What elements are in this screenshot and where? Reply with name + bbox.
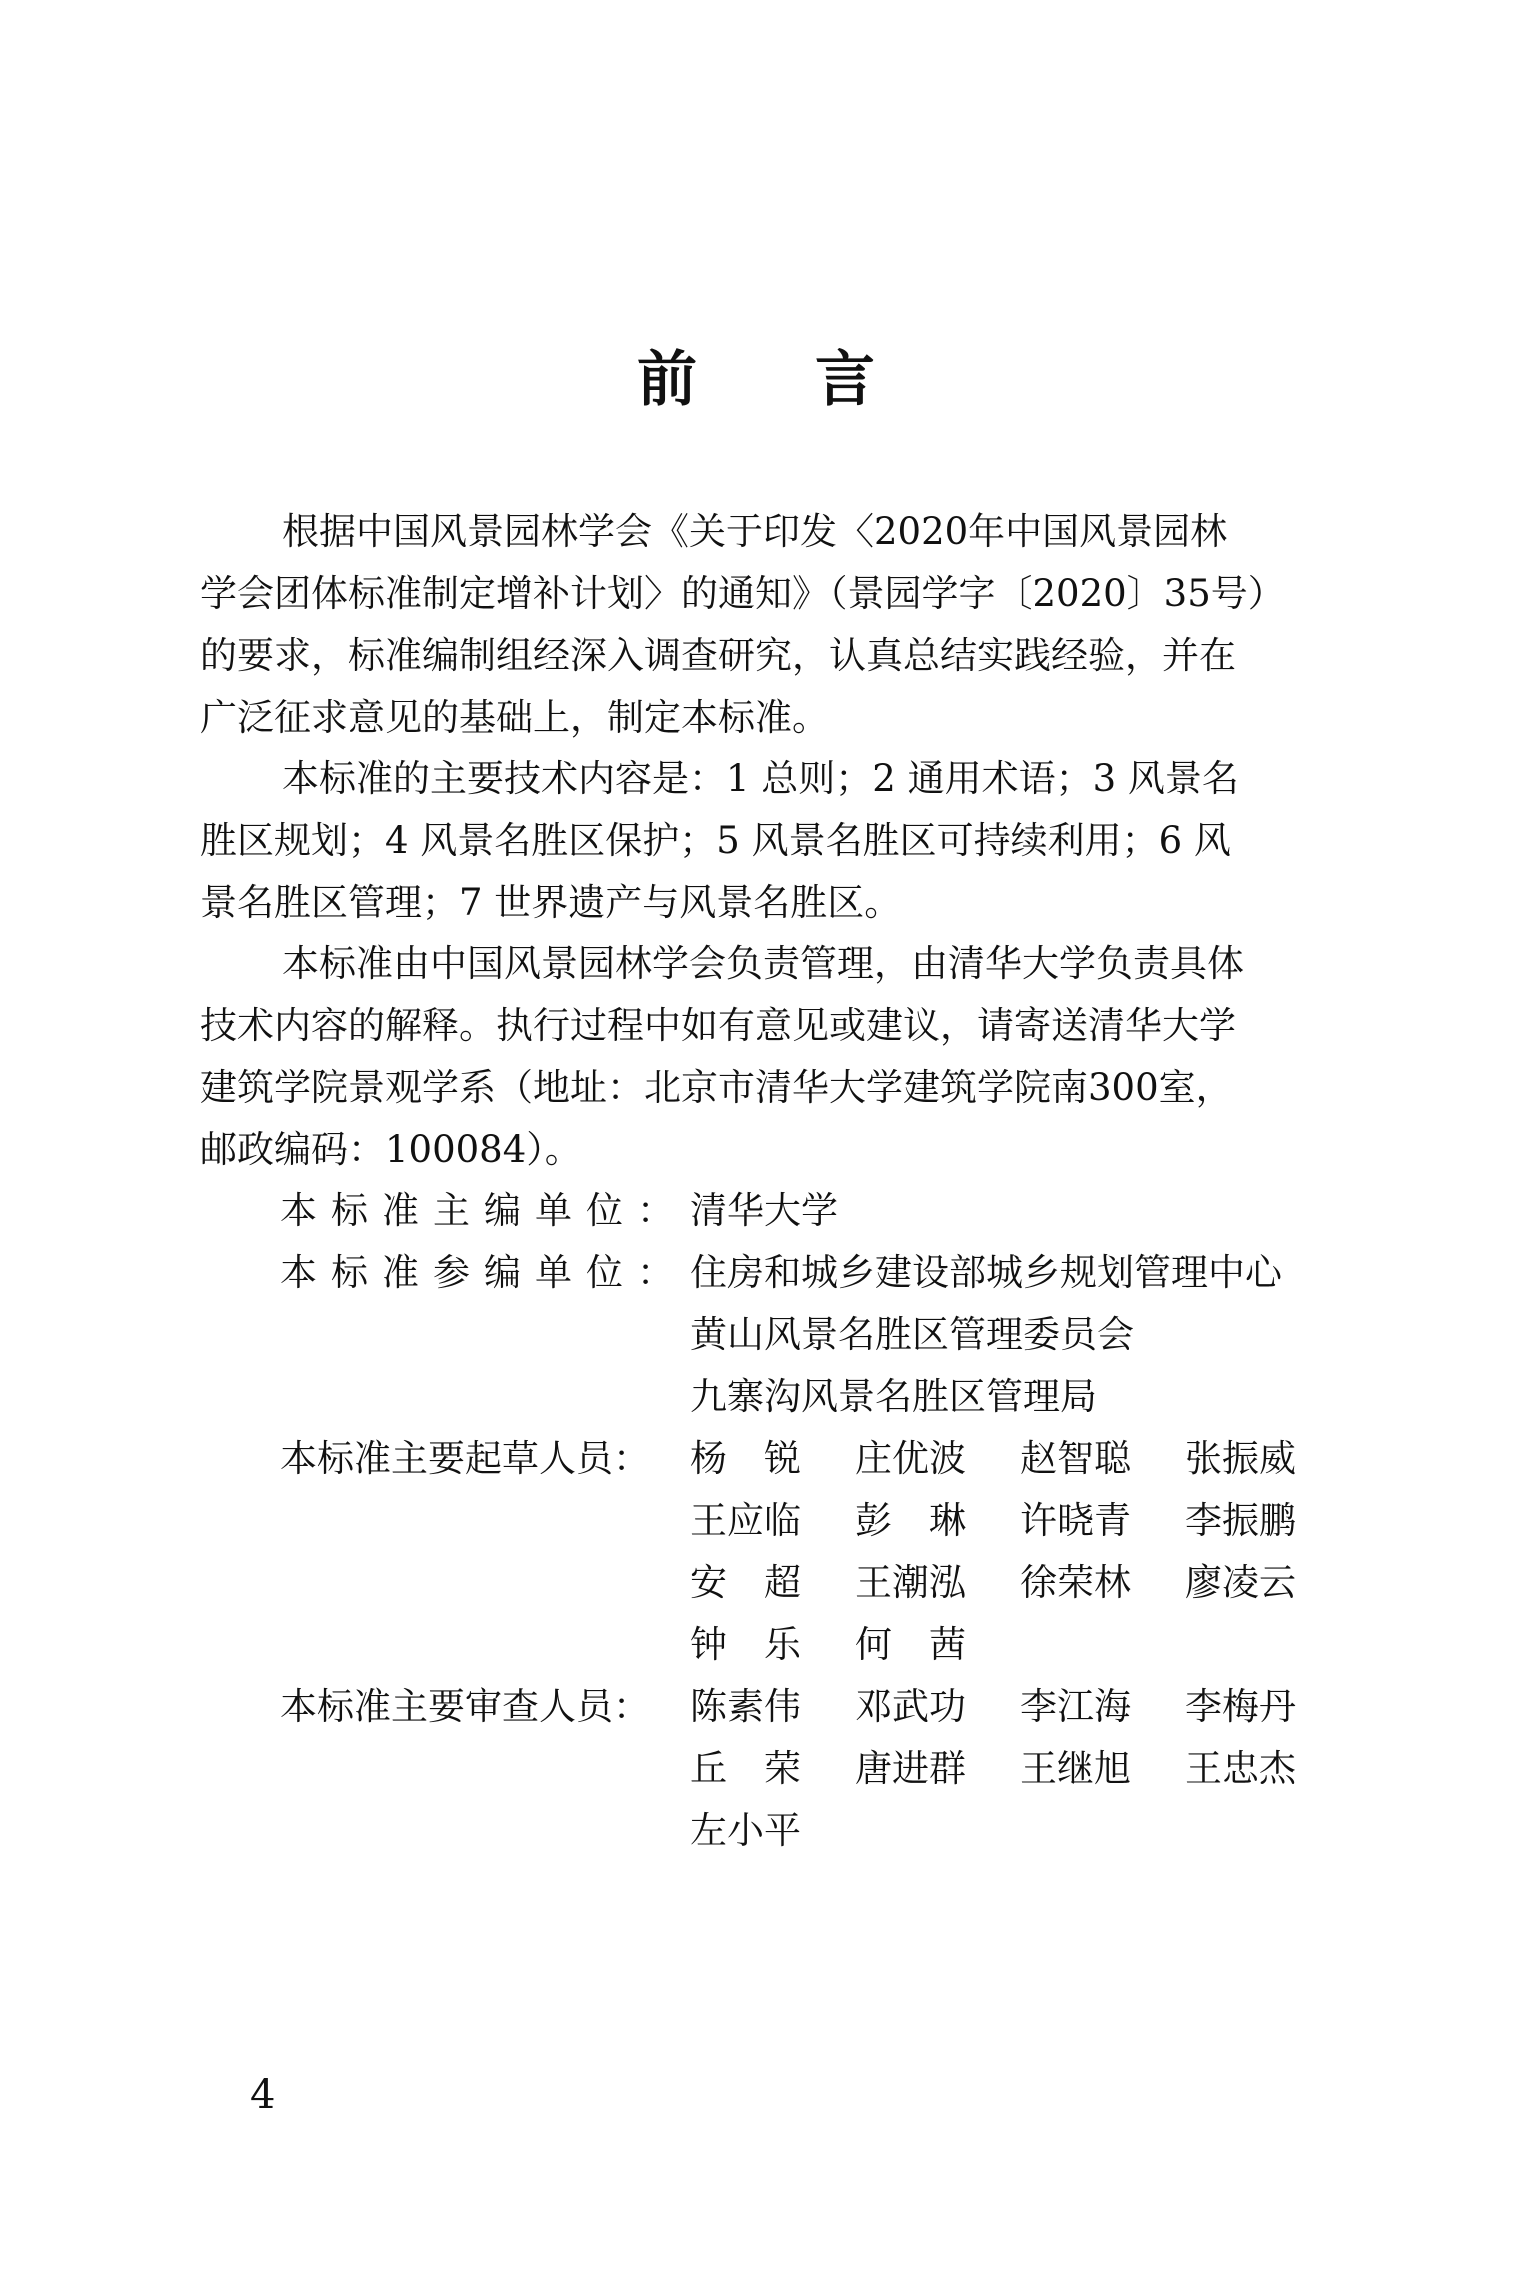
paragraph-line: 学会团体标准制定增补计划〉的通知》（景园学字〔2020〕35号） (200, 572, 1285, 615)
reviewer-name: 李梅丹 (1185, 1685, 1296, 1728)
paragraph-line: 技术内容的解释。执行过程中如有意见或建议，请寄送清华大学 (200, 1004, 1236, 1047)
chief-editor-row (280, 1180, 1350, 1242)
participating-units-label: 本标准参编单位： (280, 1251, 688, 1294)
reviewer-name: 左小平 (690, 1809, 801, 1852)
contributors-section (280, 1180, 1350, 1862)
reviewer-name: 陈素伟 (690, 1685, 801, 1728)
drafter-name: 张振威 (1185, 1437, 1296, 1480)
reviewer-name: 唐进群 (855, 1747, 966, 1790)
reviewers-label: 本标准主要审查人员： (280, 1685, 650, 1728)
drafter-name: 彭 琳 (855, 1499, 966, 1542)
page-title (0, 340, 1520, 420)
drafter-name: 王潮泓 (855, 1561, 966, 1604)
paragraph-line: 景名胜区管理；7 世界遗产与风景名胜区。 (200, 881, 902, 924)
reviewer-name: 王继旭 (1020, 1747, 1131, 1790)
title-char-1: 前 (637, 345, 705, 415)
page-number: 4 (250, 2072, 276, 2118)
reviewer-name: 王忠杰 (1185, 1747, 1296, 1790)
drafter-name: 李振鹏 (1185, 1499, 1296, 1542)
paragraph-management (200, 933, 1350, 1181)
participating-units-row (280, 1242, 1350, 1428)
paragraph-contents (200, 748, 1350, 934)
participating-unit: 九寨沟风景名胜区管理局 (690, 1375, 1097, 1418)
reviewers-row (280, 1676, 1350, 1862)
reviewer-name: 丘 荣 (690, 1747, 801, 1790)
drafter-name: 钟 乐 (690, 1623, 801, 1666)
paragraph-line: 建筑学院景观学系（地址：北京市清华大学建筑学院南300室， (200, 1066, 1233, 1109)
drafter-name: 赵智聪 (1020, 1437, 1131, 1480)
drafter-name: 廖凌云 (1185, 1561, 1296, 1604)
paragraph-line: 本标准的主要技术内容是：1 总则；2 通用术语；3 风景名 (282, 757, 1239, 800)
paragraph-line: 根据中国风景园林学会《关于印发〈2020年中国风景园林 (282, 510, 1228, 553)
chief-editor-value: 清华大学 (690, 1189, 838, 1232)
title-char-2: 言 (815, 345, 883, 415)
participating-unit: 住房和城乡建设部城乡规划管理中心 (690, 1251, 1282, 1294)
paragraph-line: 本标准由中国风景园林学会负责管理，由清华大学负责具体 (282, 942, 1244, 985)
paragraph-line: 广泛征求意见的基础上，制定本标准。 (200, 696, 829, 739)
reviewer-name: 李江海 (1020, 1685, 1131, 1728)
drafter-name: 安 超 (690, 1561, 801, 1604)
drafters-row (280, 1428, 1350, 1676)
paragraph-basis (200, 501, 1350, 749)
paragraph-line: 胜区规划；4 风景名胜区保护；5 风景名胜区可持续利用；6 风 (200, 819, 1231, 862)
chief-editor-label: 本标准主编单位： (280, 1189, 688, 1232)
drafter-name: 庄优波 (855, 1437, 966, 1480)
drafter-name: 王应临 (690, 1499, 801, 1542)
drafter-name: 杨 锐 (690, 1437, 801, 1480)
paragraph-line: 邮政编码：100084）。 (200, 1128, 582, 1171)
paragraph-line: 的要求，标准编制组经深入调查研究，认真总结实践经验，并在 (200, 634, 1236, 677)
drafters-label: 本标准主要起草人员： (280, 1437, 650, 1480)
participating-unit: 黄山风景名胜区管理委员会 (690, 1313, 1134, 1356)
drafter-name: 徐荣林 (1020, 1561, 1131, 1604)
reviewers-list (690, 1676, 1350, 1862)
drafter-name: 何 茜 (855, 1623, 966, 1666)
drafter-name: 许晓青 (1020, 1499, 1131, 1542)
drafters-list (690, 1428, 1350, 1676)
reviewer-name: 邓武功 (855, 1685, 966, 1728)
